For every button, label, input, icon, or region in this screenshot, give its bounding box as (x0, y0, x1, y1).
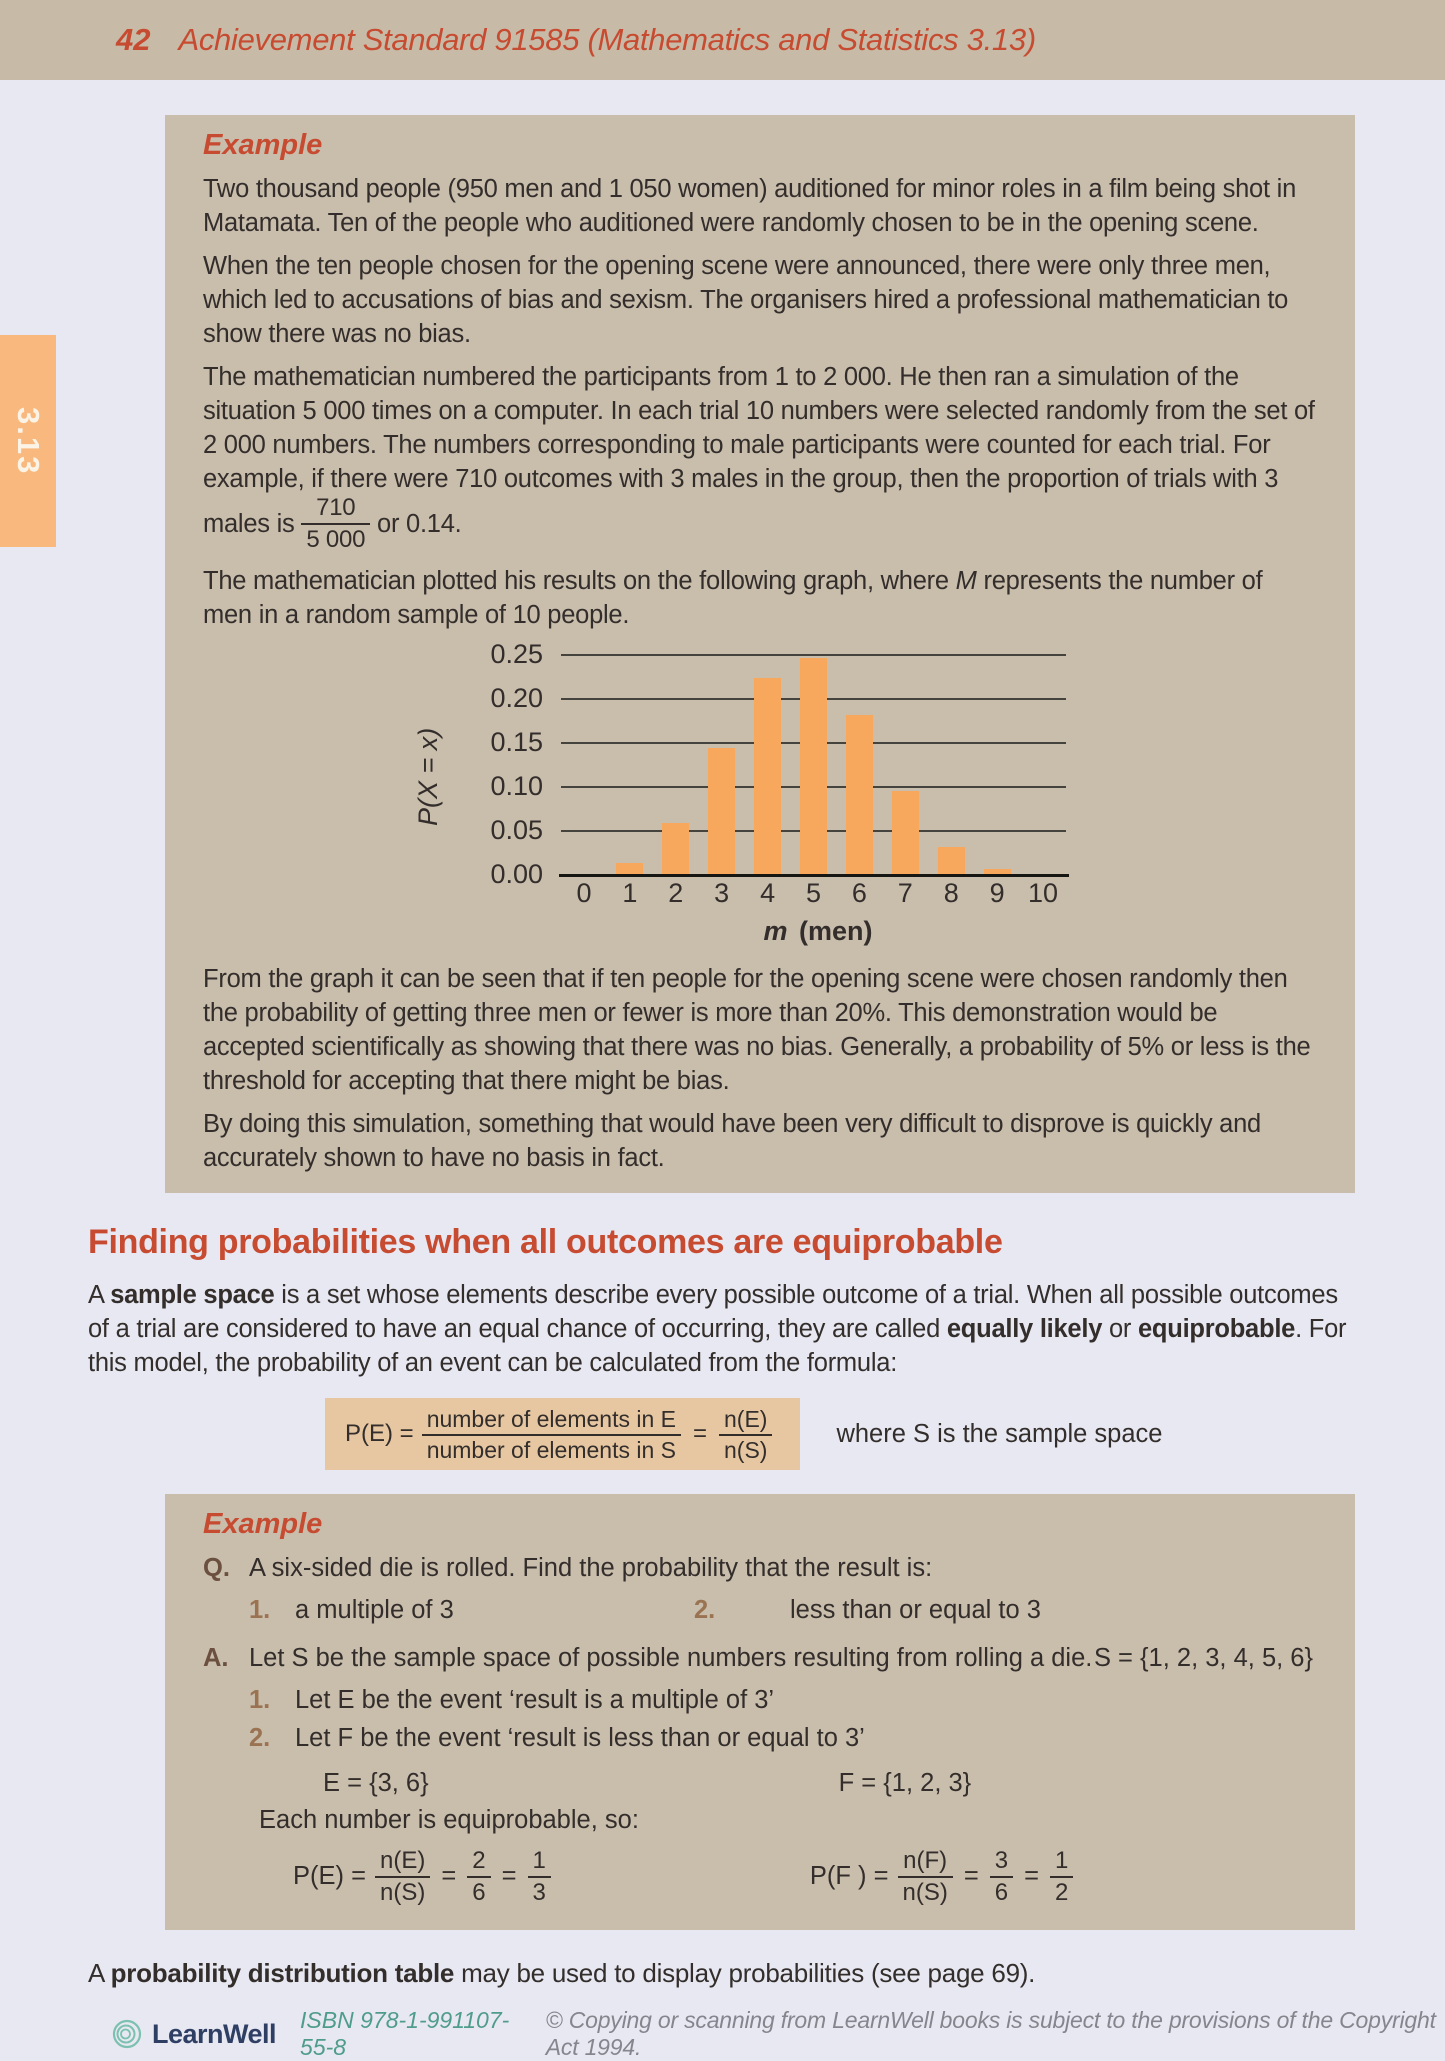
paragraph-audition: Two thousand people (950 men and 1 050 women) auditioned for minor roles in a film being shot in Matamata. Ten of the people who auditioned were randomly chosen to be in the opening scene. (203, 175, 1297, 237)
fraction-numerator: 710 (301, 494, 370, 525)
bar-m-5 (800, 658, 827, 874)
question-row (203, 1551, 1317, 1585)
formula-nE-nS-fraction (719, 1406, 772, 1463)
simulation-text-end: or 0.14. (370, 510, 462, 539)
question-item-2 (694, 1593, 1041, 1627)
pe-frac-2 (467, 1847, 490, 1906)
page-title: Achievement Standard 91585 (Mathematics and Statistics 3.13) (178, 22, 1036, 57)
pf-n3: 1 (1050, 1847, 1073, 1878)
brand-name: LearnWell (152, 2018, 277, 2049)
pf-n1: n(F) (898, 1847, 953, 1878)
page-number: 42 (116, 22, 151, 57)
pf-frac-2 (990, 1847, 1013, 1906)
item-1-marker: 1. (249, 1596, 271, 1625)
x-tick-label: 8 (943, 877, 959, 908)
equals-sign: = (963, 1862, 979, 1891)
chart-x-axis-label (733, 916, 903, 947)
example-box-simulation (165, 115, 1355, 1193)
answer-text: Let S be the sample space of possible numbers resulting from rolling a die. (249, 1644, 1093, 1673)
event-sets-row (203, 1769, 1317, 1798)
bar-m-1 (616, 863, 643, 874)
term-equally-likely: equally likely (946, 1314, 1103, 1343)
section-text-2: is a set whose elements describe every possible outcome of a trial. When all possible outcomes of a trial are considered to have an equal chance of occurring, they are called (88, 1280, 1338, 1343)
event-F-set: F = {1, 2, 3} (838, 1769, 972, 1798)
pe-frac-3 (528, 1847, 551, 1906)
pe-frac-1 (375, 1847, 430, 1906)
probability-formula-row (325, 1398, 1445, 1471)
simulation-text: The mathematician numbered the participants from 1 to 2 000. He then ran a simulation of the situation 5 000 times on a computer. In each trial 10 numbers were selected randomly from the set of 2 000 numbers. The numbers corresponding to male participants were counted for each trial. For example, if there were 710 outcomes with 3 males in the group, then the proportion of trials with 3 males is (203, 363, 1315, 539)
bar-m-7 (892, 791, 919, 874)
equals-sign: = (692, 1420, 707, 1448)
formula-word-fraction (422, 1406, 681, 1463)
bar-m-6 (846, 715, 873, 873)
copyright-text: © Copying or scanning from LearnWell books is subject to the provisions of the Copyright Act 1994. (545, 2007, 1436, 2061)
item-2-text: less than or equal to 3 (790, 1596, 1041, 1625)
x-tick-label: 9 (989, 877, 1005, 908)
x-tick-label: 1 (622, 877, 638, 908)
variable-M: M (955, 566, 977, 595)
item-1-text: a multiple of 3 (295, 1596, 454, 1625)
equals-sign: = (441, 1862, 457, 1891)
sub-item-1 (203, 1683, 1317, 1717)
closing-sentence (88, 1958, 1355, 1989)
chart-plot (413, 638, 1066, 954)
formula-note: where S is the sample space (836, 1419, 1163, 1448)
formula-numerator: number of elements in E (422, 1406, 681, 1436)
y-tick-label: 0.05 (490, 814, 543, 845)
pe-n2: 2 (467, 1847, 490, 1878)
x-axis (559, 874, 1069, 878)
pe-n1: n(E) (375, 1847, 430, 1878)
term-sample-space: sample space (110, 1280, 275, 1309)
closing-text-end: may be used to display probabilities (see page 69). (454, 1958, 1036, 1989)
question-items (203, 1593, 1317, 1627)
example-title-2: Example (203, 1508, 323, 1541)
paragraph-bias-accusation: When the ten people chosen for the opening scene were announced, there were only three men, which led to accusations of bias and sexism. The organisers hired a professional mathematician to show there was no bias. (203, 252, 1289, 348)
pf-d1: n(S) (902, 1879, 948, 1907)
y-tick-label: 0.25 (490, 638, 543, 669)
formula-lhs: P(E) = (345, 1420, 414, 1448)
pf-d3: 2 (1055, 1879, 1069, 1907)
sub-1-text: Let E be the event ‘result is a multiple of 3’ (295, 1686, 775, 1715)
sub-2-text: Let F be the event ‘result is less than or equal to 3’ (295, 1724, 865, 1753)
equiprobable-note: Each number is equiprobable, so: (259, 1806, 639, 1835)
paragraph-summary: By doing this simulation, something that would have been very difficult to disprove is quickly and accurately shown to have no basis in fact. (203, 1109, 1261, 1172)
pe-equation (293, 1847, 560, 1906)
paragraph-simulation (203, 360, 1317, 555)
x-tick-label: 0 (576, 877, 592, 908)
sub-item-2 (203, 1721, 1317, 1755)
formula-nE: n(E) (719, 1406, 772, 1436)
item-2-marker: 2. (694, 1596, 716, 1625)
section-text-4: . For this model, the probability of an event can be calculated from the formula: (88, 1314, 1347, 1377)
pf-frac-1 (898, 1847, 953, 1906)
sample-space-set: S = {1, 2, 3, 4, 5, 6} (1093, 1644, 1313, 1673)
bar-m-4 (754, 678, 781, 873)
pe-d1: n(S) (379, 1879, 426, 1907)
x-label-men: (men) (791, 915, 873, 946)
x-tick-label: 3 (714, 877, 730, 908)
isbn-text: ISBN 978-1-991107-55-8 (300, 2007, 510, 2061)
bar-chart-men-probability (203, 638, 1317, 958)
side-tab-3-13: 3.13 (0, 335, 56, 547)
answer-marker: A. (203, 1644, 229, 1673)
section-text: A (88, 1280, 111, 1309)
learnwell-logo-icon (110, 2017, 144, 2051)
pf-n2: 3 (990, 1847, 1013, 1878)
pe-lhs: P(E) = (293, 1862, 366, 1891)
section-text-3: or (1102, 1314, 1138, 1343)
fraction-710-5000 (301, 494, 370, 553)
y-tick-label: 0.20 (490, 682, 543, 713)
paragraph-conclusion: From the graph it can be seen that if ten people for the opening scene were chosen randomly then the probability of getting three men or fewer is more than 20%. This demonstration would be accepted scientifically as showing that there was no bias. Generally, a probability of 5% or less is the threshold for accepting that there might be bias. (203, 964, 1311, 1095)
equals-sign: = (1024, 1862, 1040, 1891)
x-tick-label: 10 (1028, 877, 1059, 908)
y-tick-label: 0.15 (490, 726, 543, 757)
pe-d3: 3 (532, 1879, 546, 1907)
x-label-variable-m: m (763, 915, 788, 946)
term-equiprobable: equiprobable (1137, 1314, 1296, 1343)
sub-2-marker: 2. (249, 1724, 271, 1753)
bar-m-3 (708, 748, 735, 874)
pf-d2: 6 (994, 1879, 1009, 1907)
y-tick-label: 0.00 (490, 858, 543, 889)
plotted-text-end: represents the number of men in a random sample of 10 people. (203, 566, 1263, 629)
closing-text: A (88, 1958, 111, 1989)
formula-box (325, 1398, 800, 1471)
pe-d2: 6 (472, 1879, 486, 1907)
plotted-text: The mathematician plotted his results on the following graph, where (203, 566, 956, 595)
pe-n3: 1 (528, 1847, 551, 1878)
x-tick-label: 5 (805, 877, 822, 908)
pf-frac-3 (1050, 1847, 1073, 1906)
formula-denominator: number of elements in S (426, 1436, 676, 1463)
x-tick-label: 6 (851, 877, 867, 908)
paragraph-plotted (203, 564, 1317, 632)
x-tick-label: 7 (897, 877, 913, 908)
bar-m-8 (938, 847, 965, 874)
gridline (561, 654, 1066, 656)
sub-1-marker: 1. (249, 1686, 271, 1715)
question-text: A six-sided die is rolled. Find the probability that the result is: (249, 1554, 933, 1583)
x-tick-label: 4 (760, 877, 776, 908)
section-heading: Finding probabilities when all outcomes are equiprobable (88, 1222, 1003, 1261)
event-E-set: E = {3, 6} (323, 1769, 429, 1798)
formula-nS: n(S) (724, 1436, 768, 1463)
equals-sign: = (501, 1862, 517, 1891)
example-box-die (165, 1494, 1355, 1930)
page-footer (110, 2007, 1445, 2061)
chart-y-axis-label: P(X = x) (413, 727, 443, 826)
answer-row (203, 1641, 1317, 1675)
header-band (0, 0, 1445, 80)
bar-m-2 (662, 823, 689, 874)
x-tick-label: 2 (668, 877, 684, 908)
section-paragraph (88, 1278, 1365, 1380)
fraction-denominator: 5 000 (306, 525, 366, 553)
question-item-1 (249, 1593, 694, 1627)
pf-lhs: P(F ) = (809, 1862, 889, 1891)
term-probability-distribution-table: probability distribution table (110, 1958, 455, 1989)
pf-equation (810, 1847, 1083, 1906)
question-marker: Q. (203, 1554, 230, 1583)
example-title: Example (203, 129, 323, 161)
probability-equations (203, 1847, 1317, 1906)
y-tick-label: 0.10 (490, 770, 543, 801)
